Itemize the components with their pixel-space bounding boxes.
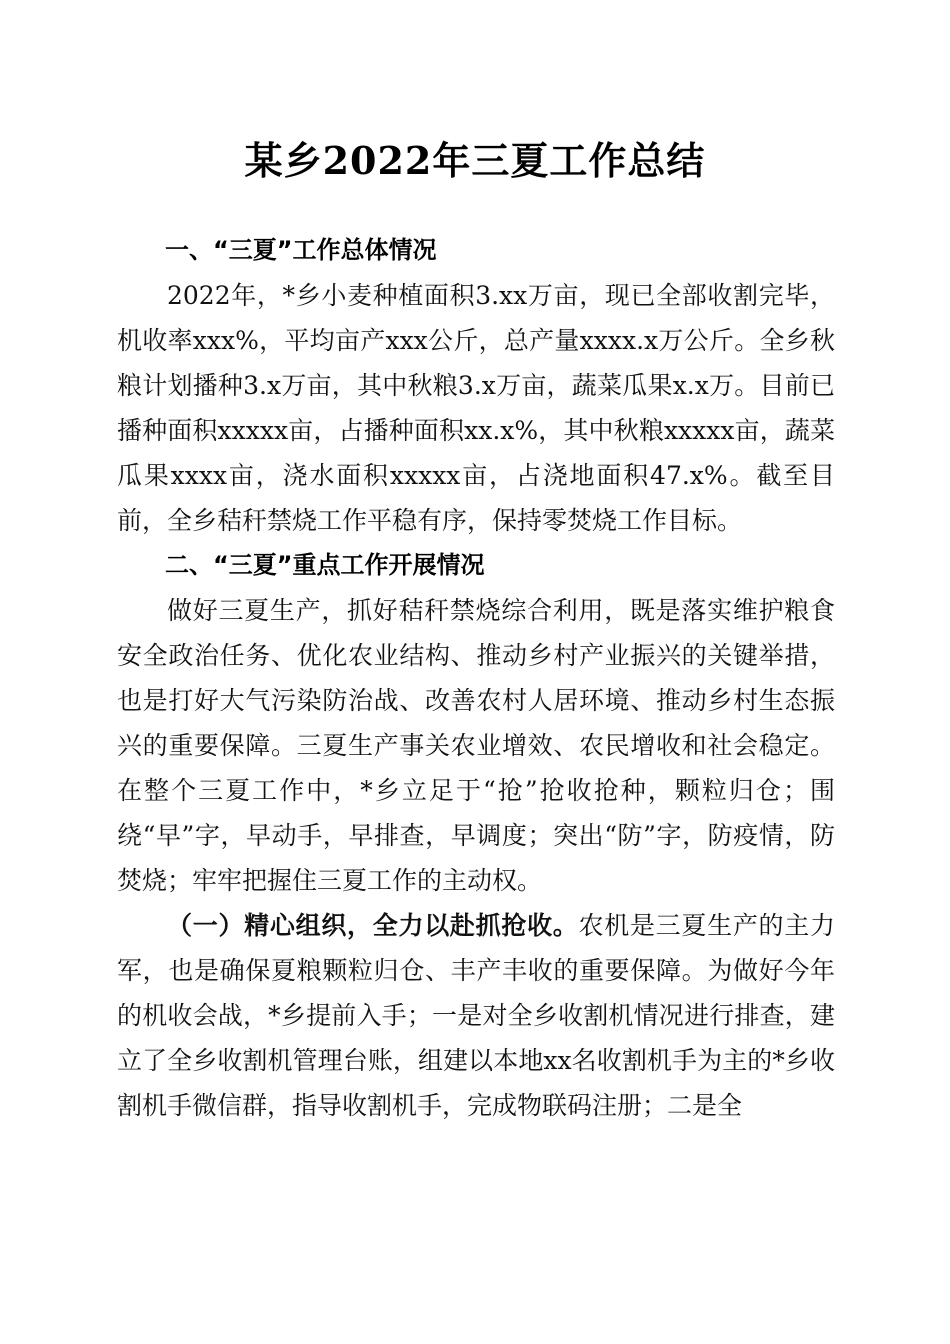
document-body bbox=[117, 228, 835, 1128]
subsection-paragraph bbox=[117, 903, 835, 1128]
document-title: 某乡2022年三夏工作总结 bbox=[244, 138, 706, 183]
section-heading-2: 二、“三夏”重点工作开展情况 bbox=[165, 551, 485, 579]
subsection-text: 农机是三夏生产的主力军，也是确保夏粮颗粒归仓、丰产丰收的重要保障。为做好今年的机收会战，*乡提前入手；一是对全乡收割机情况进行排查，建立了全乡收割机管理台账，组建以本地xx名收割机手为主的*乡收割机手微信群，指导收割机手，完成物联码注册；二是全 bbox=[117, 911, 835, 1120]
section-heading-1: 一、“三夏”工作总体情况 bbox=[165, 236, 437, 264]
section-1-paragraph: 2022年，*乡小麦种植面积3.xx万亩，现已全部收割完毕，机收率xxx%，平均亩产xxx公斤，总产量xxxx.x万公斤。全乡秋粮计划播种3.x万亩，其中秋粮3.x万亩，蔬菜瓜果x.x万。目前已播种面积xxxxx亩，占播种面积xx.x%，其中秋粮xxxxx亩，蔬菜瓜果xxxx亩，浇水面积xxxxx亩，占浇地面积47.x%。截至目前，全乡秸秆禁烧工作平稳有序，保持零焚烧工作目标。 bbox=[117, 281, 835, 535]
subsection-lead: （一）精心组织，全力以赴抓抢收。 bbox=[167, 911, 579, 940]
section-2-paragraph: 做好三夏生产，抓好秸秆禁烧综合利用，既是落实维护粮食安全政治任务、优化农业结构、推动乡村产业振兴的关键举措，也是打好大气污染防治战、改善农村人居环境、推动乡村生态振兴的重要保障。三夏生产事关农业增效、农民增收和社会稳定。在整个三夏工作中，*乡立足于“抢”抢收抢种，颗粒归仓；围绕“早”字，早动手，早排查，早调度；突出“防”字，防疫情，防焚烧；牢牢把握住三夏工作的主动权。 bbox=[117, 596, 835, 895]
